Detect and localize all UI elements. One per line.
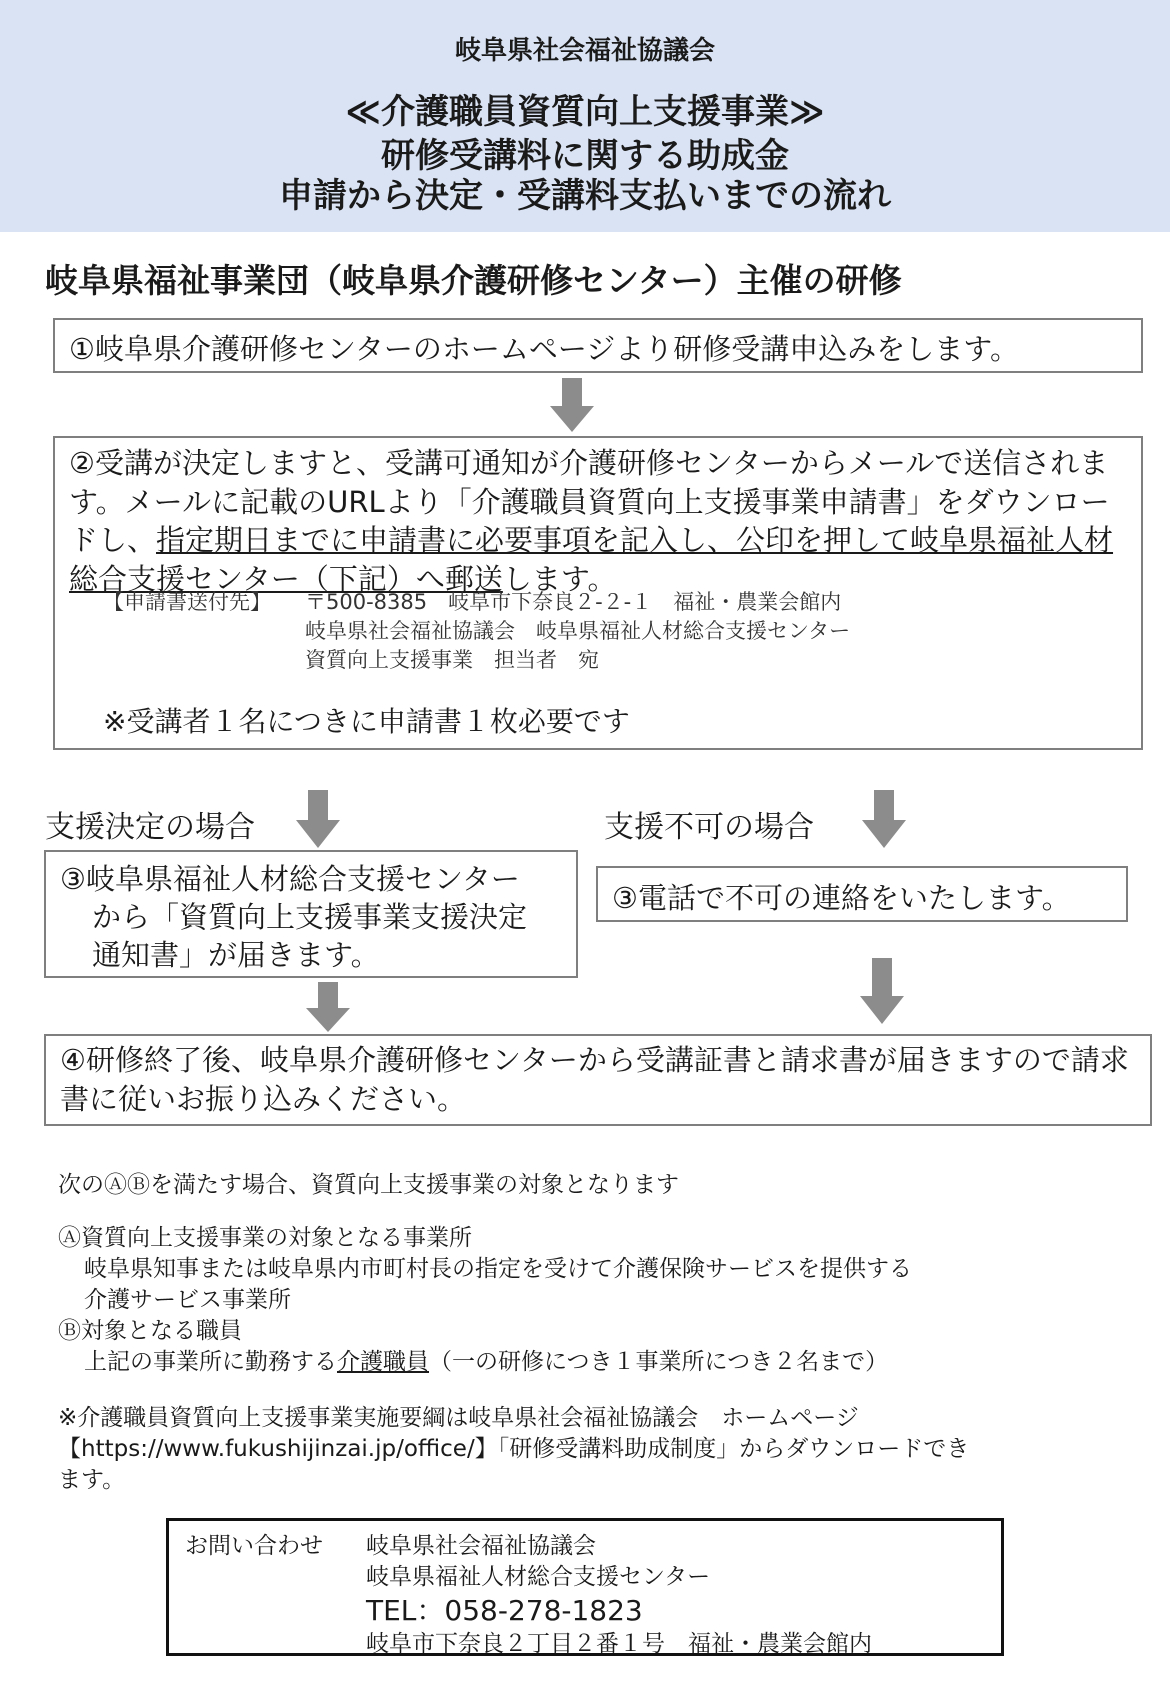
step-3-approved-line-1: ③岐阜県福祉人材総合支援センター xyxy=(60,862,520,896)
contact-organization: 岐阜県社会福祉協議会 xyxy=(366,1533,596,1559)
footnote-line-2: 【https://www.fukushijinzai.jp/office/】「研修受講料助成制度」からダウンロードでき xyxy=(58,1436,970,1462)
step-1-box xyxy=(53,318,1143,373)
contact-center: 岐阜県福祉人材総合支援センター xyxy=(366,1564,711,1590)
footnote-line-1: ※介護職員資質向上支援事業実施要綱は岐阜県社会福祉協議会 ホームページ xyxy=(58,1405,859,1431)
contact-box xyxy=(166,1518,1004,1656)
mailing-destination xyxy=(103,588,850,675)
contact-phone: TEL：058-278-1823 xyxy=(366,1594,643,1627)
step-2-text: ②受講が決定しますと、受講可通知が介護研修センターからメールで送信されます。メールに記載のURLより「介護職員資質向上支援事業申請書」をダウンロードし、指定期日までに申請書に必要事項を記入し、公印を押して岐阜県福祉人材総合支援センター（下記）へ郵送します。 xyxy=(69,446,1114,596)
condition-a-body: 岐阜県知事または岐阜県内市町村長の指定を受けて介護保険サービスを提供する xyxy=(84,1256,912,1282)
down-arrow-icon xyxy=(306,982,350,1032)
condition-b-title: Ⓑ対象となる職員 xyxy=(58,1318,242,1344)
condition-a-body-2: 介護サービス事業所 xyxy=(84,1287,291,1313)
down-arrow-icon xyxy=(550,378,594,432)
destination-recipient: 資質向上支援事業 担当者 宛 xyxy=(305,648,599,672)
destination-label: 【申請書送付先】 xyxy=(103,590,271,614)
step-3-rejected-text: ③電話で不可の連絡をいたします。 xyxy=(612,881,1071,915)
section-title: 岐阜県福祉事業団（岐阜県介護研修センター）主催の研修 xyxy=(45,261,902,300)
conditions-intro: 次のⒶⒷを満たす場合、資質向上支援事業の対象となります xyxy=(58,1172,679,1198)
condition-a-title: Ⓐ資質向上支援事業の対象となる事業所 xyxy=(58,1225,472,1251)
contact-label: お問い合わせ xyxy=(185,1533,323,1559)
condition-b-underlined: 介護職員 xyxy=(337,1349,429,1375)
step-3-approved-line-2: から「資質向上支援事業支援決定 xyxy=(92,900,528,934)
header-title: ≪介護職員資質向上支援事業≫ xyxy=(345,92,825,132)
branch-approved-label: 支援決定の場合 xyxy=(45,810,255,845)
step-2-box xyxy=(53,436,1143,750)
step-4-box xyxy=(44,1034,1152,1126)
step-3-rejected-box xyxy=(596,866,1128,922)
header-banner xyxy=(0,0,1170,232)
condition-b-body: 上記の事業所に勤務する介護職員（一の研修につき１事業所につき２名まで） xyxy=(84,1349,889,1375)
down-arrow-icon xyxy=(296,790,340,848)
destination-address: 〒500-8385 岐阜市下奈良２-２-１ 福祉・農業会館内 xyxy=(305,590,842,614)
step-2-underlined-text: 指定期日までに申請書に必要事項を記入し、公印を押して岐阜県福祉人材総合支援センター（下記）へ郵送 xyxy=(69,523,1114,596)
step-3-approved-box xyxy=(44,850,578,978)
header-subtitle: 研修受講料に関する助成金 xyxy=(381,136,789,176)
step-3-approved-line-3: 通知書」が届きます。 xyxy=(92,938,380,972)
header-organization: 岐阜県社会福祉協議会 xyxy=(454,36,715,66)
contact-address: 岐阜市下奈良２丁目２番１号 福祉・農業会館内 xyxy=(366,1631,872,1657)
step-1-text: ①岐阜県介護研修センターのホームページより研修受講申込みをします。 xyxy=(69,332,1019,366)
step-4-text: ④研修終了後、岐阜県介護研修センターから受講証書と請求書が届きますので請求書に従いお振り込みください。 xyxy=(60,1043,1129,1116)
branch-rejected-label: 支援不可の場合 xyxy=(604,810,814,845)
down-arrow-icon xyxy=(860,958,904,1024)
destination-organization: 岐阜県社会福祉協議会 岐阜県福祉人材総合支援センター xyxy=(305,619,851,643)
header-subtitle-2: 申請から決定・受講料支払いまでの流れ xyxy=(279,176,891,216)
footnote-line-3: ます。 xyxy=(58,1467,126,1493)
down-arrow-icon xyxy=(862,790,906,848)
step-2-note: ※受講者１名につきに申請書１枚必要です xyxy=(103,705,630,738)
